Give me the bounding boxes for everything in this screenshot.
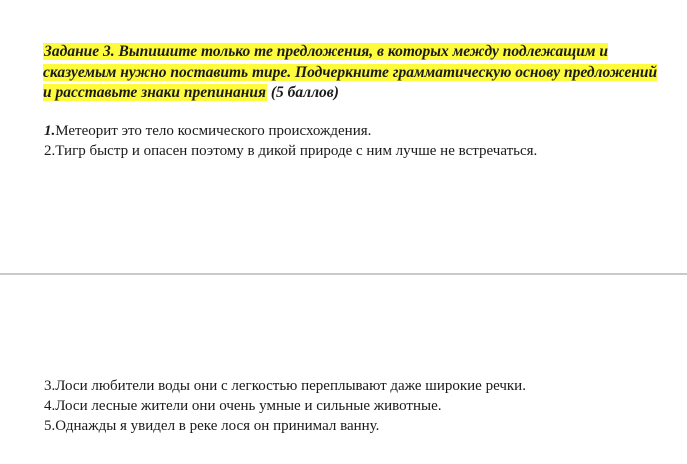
sentence-text: Метеорит это тело космического происхождения. (55, 123, 372, 139)
sentence-2 (44, 141, 684, 161)
task-heading (43, 42, 668, 104)
sentence-text: Однажды я увидел в реке лося он принимал ванну. (55, 418, 380, 434)
sentence-number: 1. (44, 123, 56, 139)
sentence-3 (44, 376, 684, 396)
sentence-number: 3. (44, 378, 56, 394)
sentence-text: Тигр быстр и опасен поэтому в дикой природе с ним лучше не встречаться. (55, 143, 538, 159)
sentence-number: 4. (44, 398, 56, 414)
sentence-1 (44, 121, 684, 141)
task-points: (5 баллов) (267, 84, 339, 101)
sentence-4 (44, 396, 684, 416)
page-divider (0, 273, 687, 275)
task-instruction-highlighted: Задание 3. Выпишите только те предложения, в которых между подлежащим и сказуемым нужно поставить тире. Подчеркните грамматическую основу предложений и расставьте знаки препинания (43, 43, 658, 101)
sentence-5 (44, 416, 684, 436)
sentence-list-bottom (44, 376, 684, 436)
sentence-list-top (44, 121, 684, 161)
sentence-text: Лоси любители воды они с легкостью переплывают даже широкие речки. (55, 378, 526, 394)
sentence-text: Лоси лесные жители они очень умные и сильные животные. (55, 398, 442, 414)
sentence-number: 2. (44, 143, 56, 159)
sentence-number: 5. (44, 418, 56, 434)
